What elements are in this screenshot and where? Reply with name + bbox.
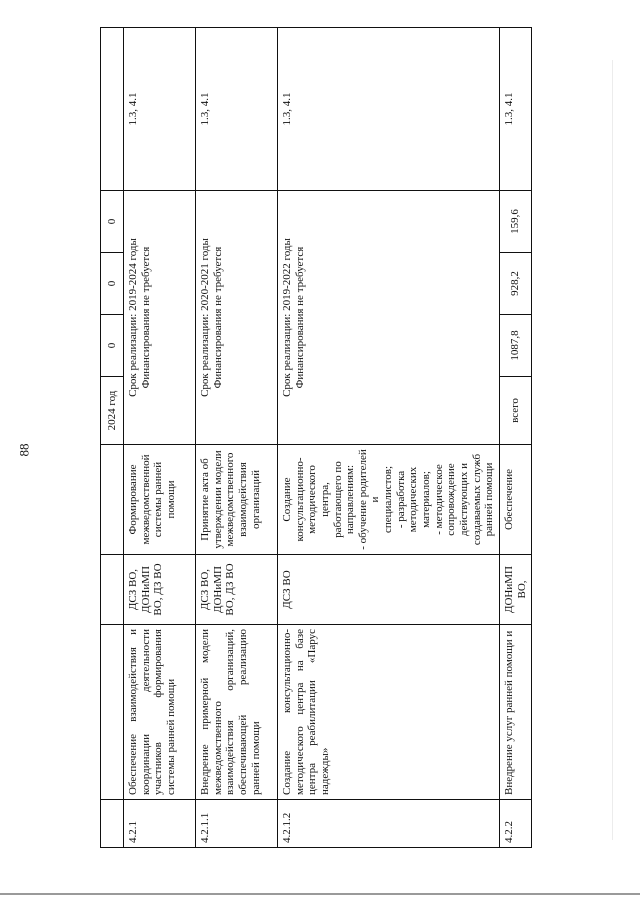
row-result-list <box>278 445 500 555</box>
result-line: направлениям: <box>344 464 357 535</box>
hdr-year: 2024 год <box>101 377 124 445</box>
row-result: Формирование межведомственной системы ранней помощи <box>124 445 196 555</box>
result-line: действующих и <box>457 462 470 537</box>
row-value-3: 159,6 <box>499 191 531 253</box>
program-table <box>100 27 532 848</box>
row-schedule: Срок реализации: 2019-2022 годы <box>281 238 293 397</box>
result-line: - обучение родителей и <box>356 449 382 550</box>
hdr-empty-result <box>101 445 124 555</box>
row-schedule-cell <box>278 191 500 445</box>
row-financing: Финансирования не требуется <box>293 246 306 389</box>
table-row <box>196 28 278 848</box>
row-code: 4.2.2 <box>499 800 531 848</box>
scan-bottom-line <box>0 893 640 895</box>
row-schedule-cell <box>124 191 196 445</box>
row-description: Создание консультационно-методического центра на базе центра реабилитации «Парус надежды» <box>278 625 500 800</box>
row-code: 4.2.1 <box>124 800 196 848</box>
row-description: Внедрение услуг ранней помощи и <box>499 625 531 800</box>
row-result: Обеспечение <box>499 445 531 555</box>
header-row <box>101 28 124 848</box>
hdr-value-3: 0 <box>101 191 124 253</box>
row-value-2: 928,2 <box>499 253 531 315</box>
row-executors: ДСЗ ВО <box>278 555 500 625</box>
result-line: методического центра, <box>306 465 331 534</box>
row-refs: 1.3, 4.1 <box>124 28 196 191</box>
row-schedule: Срок реализации: 2020-2021 годы <box>199 238 211 397</box>
row-refs: 1.3, 4.1 <box>499 28 531 191</box>
result-line: - методическое <box>432 464 445 535</box>
row-code: 4.2.1.2 <box>278 800 500 848</box>
hdr-value-1: 0 <box>101 315 124 377</box>
table-row <box>124 28 196 848</box>
result-line: Создание <box>281 477 293 522</box>
result-line: - разработка <box>394 470 407 529</box>
table-sheet <box>100 28 530 848</box>
result-line: консультационно- <box>293 457 306 542</box>
result-line: создаваемых служб <box>470 453 483 546</box>
hdr-value-2: 0 <box>101 253 124 315</box>
hdr-empty-desc <box>101 625 124 800</box>
result-line: ранней помощи <box>483 462 496 537</box>
result-line: работающего по <box>331 461 344 538</box>
scan-edge <box>612 60 613 840</box>
hdr-empty-code <box>101 800 124 848</box>
row-total-label: всего <box>499 377 531 445</box>
row-refs: 1.3, 4.1 <box>196 28 278 191</box>
row-value-1: 1087,8 <box>499 315 531 377</box>
result-line: методических <box>407 466 420 533</box>
table-row <box>278 28 500 848</box>
row-schedule-cell <box>196 191 278 445</box>
result-line: специалистов; <box>382 465 395 534</box>
hdr-empty-refs <box>101 28 124 191</box>
row-financing: Финансирования не требуется <box>139 246 152 389</box>
row-code: 4.2.1.1 <box>196 800 278 848</box>
result-line: материалов; <box>420 471 433 528</box>
row-executors: ДСЗ ВО, ДОНиМП ВО, ДЗ ВО <box>124 555 196 625</box>
row-refs: 1.3, 4.1 <box>278 28 500 191</box>
hdr-empty-exec <box>101 555 124 625</box>
row-executors: ДОНиМП ВО, <box>499 555 531 625</box>
table-row <box>499 28 531 848</box>
row-description: Обеспечение взаимодействия и координации деятельности участников формирования системы ранней помощи <box>124 625 196 800</box>
result-line: сопровождение <box>445 463 458 536</box>
row-description: Внедрение примерной модели межведомственного взаимодействия организаций, обеспечивающей реализацию ранней помощи <box>196 625 278 800</box>
row-financing: Финансирования не требуется <box>211 246 224 389</box>
row-schedule: Срок реализации: 2019-2024 годы <box>127 238 139 397</box>
row-executors: ДСЗ ВО, ДОНиМП ВО, ДЗ ВО <box>196 555 278 625</box>
rotated-table-region <box>100 28 530 848</box>
row-result: Принятие акта об утверждении модели межведомственного взаимодействия организаций <box>196 445 278 555</box>
page-number: 88 <box>16 443 32 457</box>
